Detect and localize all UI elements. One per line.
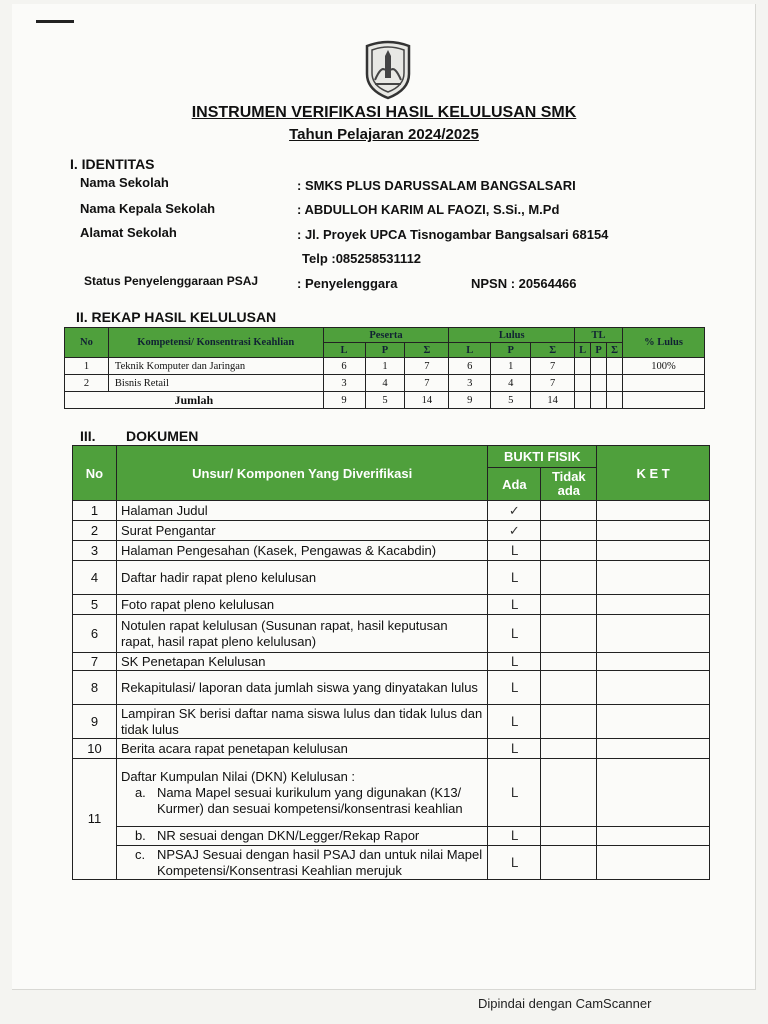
section-dokumen-number: III. (80, 428, 96, 444)
section-identitas-heading: I. IDENTITAS (70, 156, 155, 172)
check-mark-icon: ✓ (488, 521, 541, 541)
rekap-header-tl: TL (575, 328, 623, 343)
cell-tl-sum (607, 358, 623, 375)
cell-tidak-ada (541, 541, 597, 561)
cell-tidak-ada (541, 595, 597, 615)
cell-tidak-ada (541, 827, 597, 846)
cell-empty (575, 392, 591, 409)
cell-no: 1 (73, 501, 117, 521)
check-mark-icon: ✓ (488, 501, 541, 521)
table-row (73, 671, 710, 705)
cell-tidak-ada (541, 671, 597, 705)
cell-total-lulus-p: 5 (491, 392, 531, 409)
cell-lulus-l: 3 (449, 375, 491, 392)
cell-total-peserta-p: 5 (365, 392, 405, 409)
value-telp: Telp :085258531112 (302, 251, 422, 266)
cell-no: 9 (73, 705, 117, 739)
rekap-header-lulus: Lulus (449, 328, 575, 343)
table-row (73, 827, 710, 846)
rekap-header-no: No (65, 328, 109, 358)
value-status-psaj: : Penyelenggara (297, 276, 398, 291)
cell-peserta-p: 4 (365, 375, 405, 392)
cell-unsur: Foto rapat pleno kelulusan (116, 595, 487, 615)
dokumen-header-ada: Ada (488, 468, 541, 501)
cell-ket (597, 501, 710, 521)
cell-no: 4 (73, 561, 117, 595)
cell-jumlah-label: Jumlah (65, 392, 324, 409)
cell-tidak-ada (541, 501, 597, 521)
dkn-item-letter: a. (134, 784, 146, 800)
cell-peserta-l: 3 (323, 375, 365, 392)
rekap-table (64, 327, 705, 409)
cell-ket (597, 615, 710, 653)
rekap-subheader-sum: Σ (405, 343, 449, 358)
check-mark-icon: ᒪ (488, 827, 541, 846)
table-row (73, 653, 710, 671)
rekap-header-persen-lulus: % Lulus (623, 328, 705, 358)
section-rekap-heading: II. REKAP HASIL KELULUSAN (76, 309, 277, 325)
cell-tl-l (575, 375, 591, 392)
cell-tidak-ada (541, 759, 597, 827)
cell-lulus-p: 4 (491, 375, 531, 392)
cell-unsur: Daftar hadir rapat pleno kelulusan (116, 561, 487, 595)
cell-unsur: Surat Pengantar (116, 521, 487, 541)
rekap-header-peserta: Peserta (323, 328, 449, 343)
rekap-subheader-l: L (575, 343, 591, 358)
table-row (73, 759, 710, 827)
cell-ket (597, 671, 710, 705)
table-row (73, 541, 710, 561)
check-mark-icon: ᒪ (488, 653, 541, 671)
cell-empty (607, 392, 623, 409)
cell-no: 6 (73, 615, 117, 653)
cell-unsur: Halaman Pengesahan (Kasek, Pengawas & Kacabdin) (116, 541, 487, 561)
dokumen-header-bukti-fisik: BUKTI FISIK (488, 446, 597, 468)
cell-unsur: Halaman Judul (116, 501, 487, 521)
table-row (65, 375, 705, 392)
rekap-header-kompetensi: Kompetensi/ Konsentrasi Keahlian (108, 328, 323, 358)
rekap-subheader-p: P (491, 343, 531, 358)
cell-lulus-sum: 7 (531, 375, 575, 392)
dokumen-header-unsur: Unsur/ Komponen Yang Diverifikasi (116, 446, 487, 501)
cell-no: 10 (73, 739, 117, 759)
dkn-item-text: NPSAJ Sesuai dengan hasil PSAJ dan untuk nilai Mapel Kompetensi/Konsentrasi Keahlian merujuk (156, 846, 483, 878)
cell-tidak-ada (541, 561, 597, 595)
check-mark-icon: ᒪ (488, 705, 541, 739)
table-row (73, 705, 710, 739)
table-row (73, 615, 710, 653)
page-title: INSTRUMEN VERIFIKASI HASIL KELULUSAN SMK (191, 104, 577, 121)
dkn-item-letter: b. (134, 828, 146, 843)
cell-unsur-dkn (116, 759, 487, 827)
rekap-subheader-l: L (323, 343, 365, 358)
check-mark-icon: ᒪ (488, 615, 541, 653)
table-row-total (65, 392, 705, 409)
table-row (73, 521, 710, 541)
value-npsn: NPSN : 20564466 (471, 276, 577, 291)
cell-ket (597, 846, 710, 880)
cell-unsur: Rekapitulasi/ laporan data jumlah siswa yang dinyatakan lulus (116, 671, 487, 705)
check-mark-icon: ᒪ (488, 739, 541, 759)
scan-mark (36, 20, 74, 23)
table-row (73, 561, 710, 595)
rekap-subheader-p: P (591, 343, 607, 358)
cell-ket (597, 827, 710, 846)
cell-total-lulus-sum: 14 (531, 392, 575, 409)
cell-kompetensi: Teknik Komputer dan Jaringan (108, 358, 323, 375)
dkn-item-letter: c. (134, 846, 146, 862)
cell-unsur: Lampiran SK berisi daftar nama siswa lulus dan tidak lulus dan tidak lulus (116, 705, 487, 739)
rekap-subheader-sum: Σ (531, 343, 575, 358)
cell-tidak-ada (541, 615, 597, 653)
check-mark-icon: ᒪ (488, 595, 541, 615)
cell-empty (591, 392, 607, 409)
cell-lulus-sum: 7 (531, 358, 575, 375)
east-java-emblem (361, 40, 415, 100)
cell-peserta-sum: 7 (405, 375, 449, 392)
cell-tl-l (575, 358, 591, 375)
value-alamat-sekolah: : Jl. Proyek UPCA Tisnogambar Bangsalsari 68154 (297, 227, 609, 242)
dkn-item-a (121, 785, 483, 817)
dkn-item-text: Nama Mapel sesuai kurikulum yang digunakan (K13/ Kurmer) dan sesuai kompetensi/konsentrasi keahlian (156, 784, 463, 816)
cell-empty (623, 392, 705, 409)
cell-unsur: SK Penetapan Kelulusan (116, 653, 487, 671)
cell-no: 1 (65, 358, 109, 375)
cell-ket (597, 759, 710, 827)
cell-lulus-l: 6 (449, 358, 491, 375)
cell-lulus-p: 1 (491, 358, 531, 375)
label-kepala-sekolah: Nama Kepala Sekolah (80, 201, 216, 216)
dokumen-header-ket: K E T (597, 446, 710, 501)
cell-no: 8 (73, 671, 117, 705)
check-mark-icon: ᒪ (488, 541, 541, 561)
check-mark-icon: ᒪ (488, 759, 541, 827)
cell-total-peserta-l: 9 (323, 392, 365, 409)
cell-no: 3 (73, 541, 117, 561)
rekap-subheader-l: L (449, 343, 491, 358)
cell-unsur: Notulen rapat kelulusan (Susunan rapat, hasil keputusan rapat, hasil rapat pleno kelulusan) (116, 615, 487, 653)
cell-total-lulus-l: 9 (449, 392, 491, 409)
dokumen-header-no: No (73, 446, 117, 501)
table-row (73, 595, 710, 615)
table-row (73, 846, 710, 880)
label-nama-sekolah: Nama Sekolah (80, 175, 169, 190)
cell-unsur-dkn (116, 846, 487, 880)
dkn-item-c (121, 847, 483, 879)
dkn-intro-text: Daftar Kumpulan Nilai (DKN) Kelulusan : (120, 768, 356, 784)
dokumen-table (72, 445, 710, 880)
cell-persen (623, 375, 705, 392)
cell-tidak-ada (541, 521, 597, 541)
cell-no: 5 (73, 595, 117, 615)
label-alamat-sekolah: Alamat Sekolah (80, 225, 177, 240)
label-status-psaj: Status Penyelenggaraan PSAJ (84, 274, 259, 288)
value-kepala-sekolah: : ABDULLOH KARIM AL FAOZI, S.Si., M.Pd (297, 202, 560, 217)
cell-tidak-ada (541, 705, 597, 739)
dkn-item-b (121, 828, 483, 844)
rekap-subheader-p: P (365, 343, 405, 358)
cell-no: 7 (73, 653, 117, 671)
cell-ket (597, 653, 710, 671)
cell-ket (597, 739, 710, 759)
cell-peserta-p: 1 (365, 358, 405, 375)
section-dokumen-heading: DOKUMEN (126, 428, 199, 444)
cell-tidak-ada (541, 846, 597, 880)
cell-ket (597, 541, 710, 561)
cell-unsur: Berita acara rapat penetapan kelulusan (116, 739, 487, 759)
cell-tl-sum (607, 375, 623, 392)
cell-ket (597, 705, 710, 739)
cell-total-peserta-sum: 14 (405, 392, 449, 409)
table-row (65, 358, 705, 375)
cell-peserta-l: 6 (323, 358, 365, 375)
cell-persen: 100% (623, 358, 705, 375)
cell-tidak-ada (541, 653, 597, 671)
value-nama-sekolah: : SMKS PLUS DARUSSALAM BANGSALSARI (297, 178, 576, 193)
cell-ket (597, 595, 710, 615)
table-row (73, 501, 710, 521)
cell-tidak-ada (541, 739, 597, 759)
dkn-item-text: NR sesuai dengan DKN/Legger/Rekap Rapor (156, 828, 420, 843)
cell-unsur-dkn (116, 827, 487, 846)
cell-no: 11 (73, 759, 117, 880)
cell-kompetensi: Bisnis Retail (108, 375, 323, 392)
cell-ket (597, 561, 710, 595)
table-row (73, 739, 710, 759)
rekap-subheader-sum: Σ (607, 343, 623, 358)
dokumen-header-tidak-ada: Tidak ada (541, 468, 597, 501)
check-mark-icon: ᒪ (488, 561, 541, 595)
cell-ket (597, 521, 710, 541)
check-mark-icon: ᒪ (488, 846, 541, 880)
cell-no: 2 (73, 521, 117, 541)
cell-tl-p (591, 358, 607, 375)
page-subtitle: Tahun Pelajaran 2024/2025 (289, 126, 479, 143)
cell-peserta-sum: 7 (405, 358, 449, 375)
cell-no: 2 (65, 375, 109, 392)
cell-tl-p (591, 375, 607, 392)
scanner-footer: Dipindai dengan CamScanner (478, 996, 652, 1011)
check-mark-icon: ᒪ (488, 671, 541, 705)
